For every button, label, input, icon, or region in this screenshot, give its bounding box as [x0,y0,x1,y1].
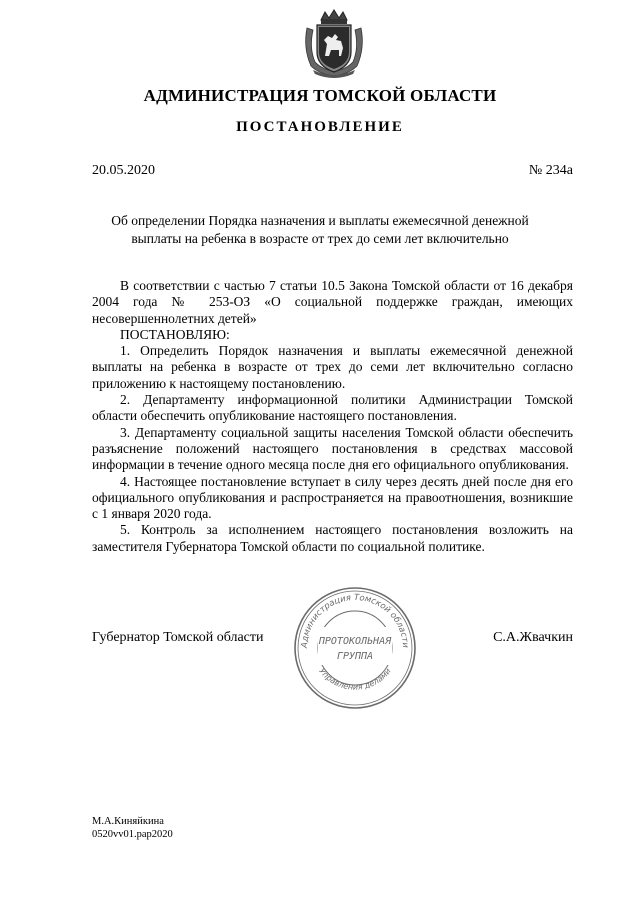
file-code: 0520vv01.pap2020 [92,829,173,840]
preamble-paragraph: В соответствии с частью 7 статьи 10.5 Закона Томской области от 16 декабря 2004 года № 253-ОЗ «О социальной поддержке граждан, имеющих несовершеннолетних детей» [92,278,573,326]
stamp-bottom-text: Управления делами [317,666,393,692]
signer-name: С.А.Жвачкин [493,630,573,645]
stamp-line-2: ГРУППА [336,651,374,662]
document-number: № 234а [528,163,573,178]
clause-1-paragraph: 1. Определить Порядок назначения и выплаты ежемесячной денежной выплаты на ребенка в возрасте от трех до семи лет включительно согласно приложению к настоящему постановлению. [92,343,573,391]
stamp-outer-text: Администрация Томской области [299,592,411,649]
coat-of-arms-icon [301,8,367,78]
footer [92,815,173,841]
clause-5-paragraph: 5. Контроль за исполнением настоящего постановления возложить на заместителя Губернатора Томской области по социальной политике. [92,522,573,554]
document-body [92,278,573,555]
svg-text:Управления делами [317,667,392,692]
resolve-paragraph: ПОСТАНОВЛЯЮ: [120,326,230,342]
stamp-line-1: ПРОТОКОЛЬНАЯ [318,636,392,647]
signer-title: Губернатор Томской области [92,630,264,645]
clause-4-paragraph: 4. Настоящее постановление вступает в силу через десять дней после дня его официального опубликования и распространяется на правоотношения, возникшие с 1 января 2020 года. [92,473,573,522]
document-type: ПОСТАНОВЛЕНИЕ [236,119,404,135]
document-date: 20.05.2020 [92,163,155,178]
clause-2-paragraph: 2. Департаменту информационной политики Администрации Томской области обеспечить опубликование настоящего постановления. [92,392,573,424]
organization-title: АДМИНИСТРАЦИЯ ТОМСКОЙ ОБЛАСТИ [143,86,497,105]
document-subject: Об определении Порядка назначения и выплаты ежемесячной денежной выплаты на ребенка в возрасте от трех до семи лет включительно [111,213,529,246]
protocol-stamp [290,583,420,713]
executor-name: М.А.Киняйкина [92,816,164,827]
clause-3-paragraph: 3. Департаменту социальной защиты населения Томской области обеспечить разъяснение положений настоящего постановления в средствах массовой информации в течение одного месяца после дня его официального опубликования. [92,424,573,473]
